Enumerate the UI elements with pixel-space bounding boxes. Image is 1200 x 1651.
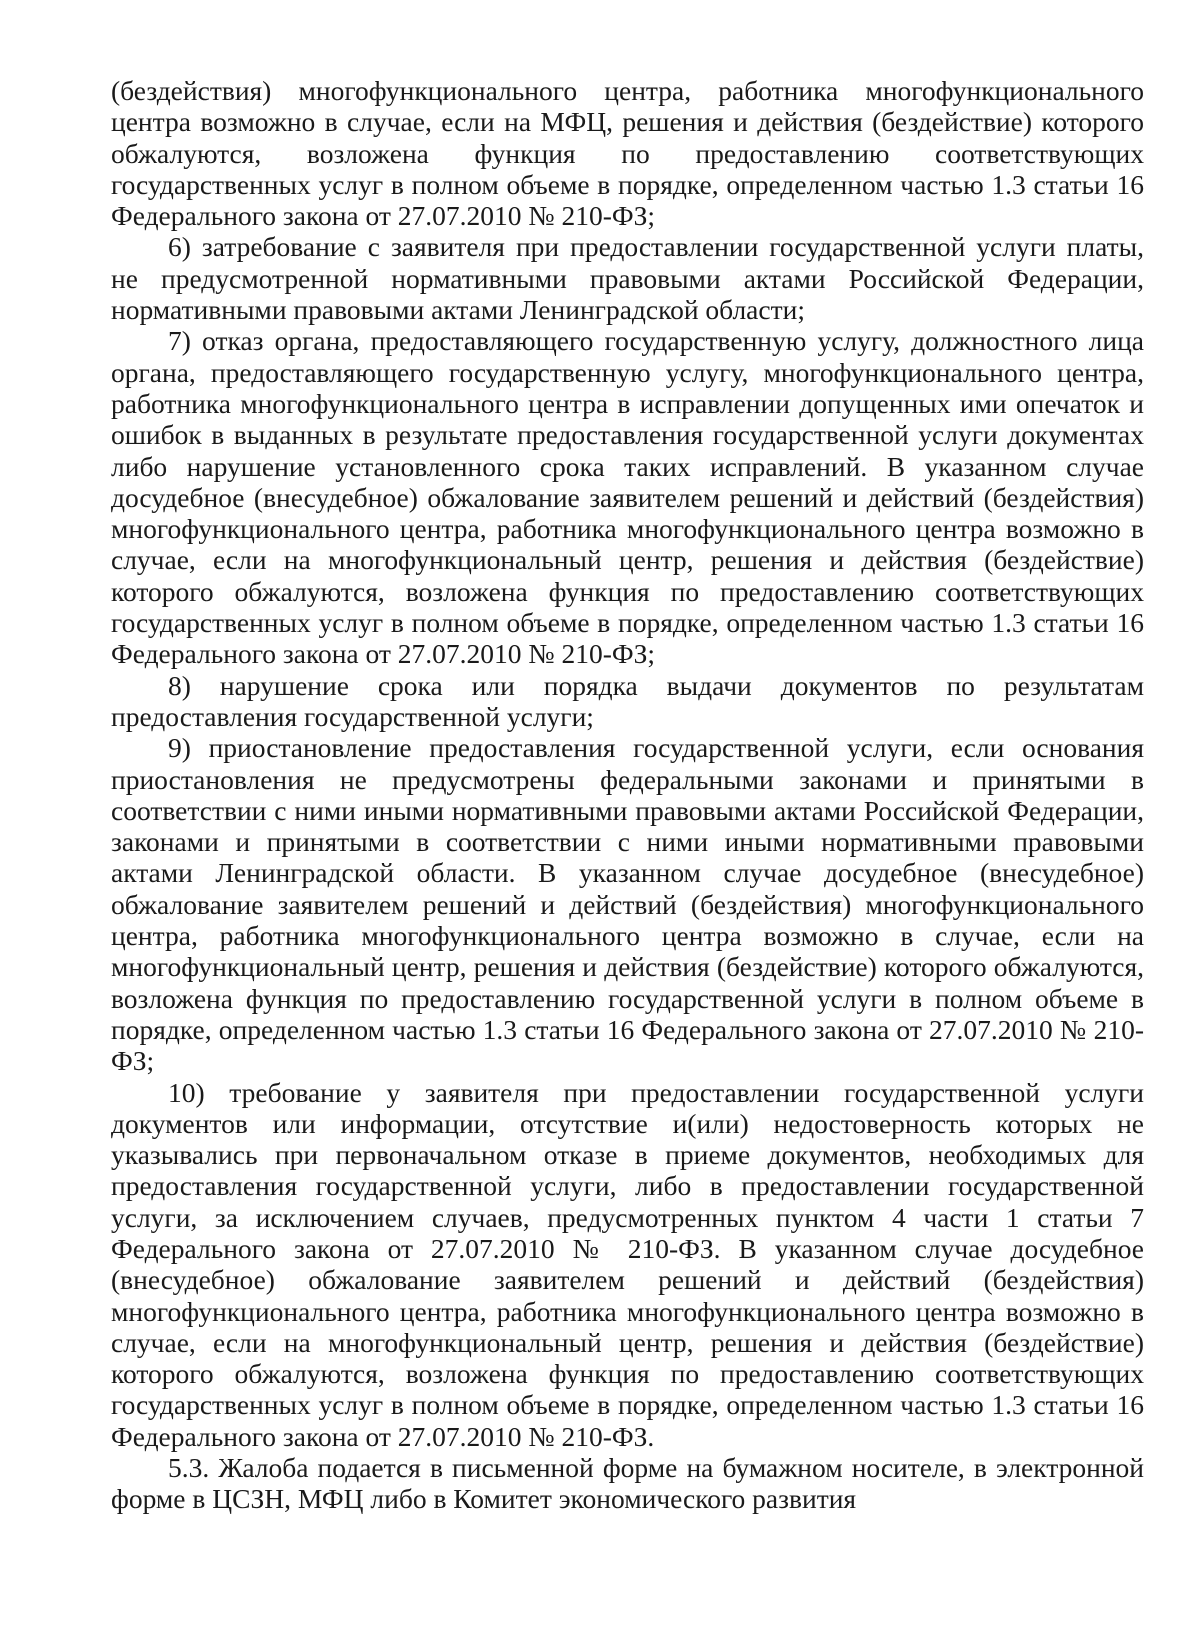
paragraph-item-10: 10) требование у заявителя при предоставлении государственной услуги документов или информации, отсутствие и(или) недостоверность которых не указывались при первоначальном отказе в приеме документов, необходимых для предоставления государственной услуги, либо в предоставлении государственной услуги, за исключением случаев, предусмотренных пунктом 4 части 1 статьи 7 Федерального закона от 27.07.2010 № 210-ФЗ. В указанном случае досудебное (внесудебное) обжалование заявителем решений и действий (бездействия) многофункционального центра, работника многофункционального центра возможно в случае, если на многофункциональный центр, решения и действия (бездействие) которого обжалуются, возложена функция по предоставлению соответствующих государственных услуг в полном объеме в порядке, определенном частью 1.3 статьи 16 Федерального закона от 27.07.2010 № 210-ФЗ. — [111, 1076, 1144, 1452]
paragraph-item-8: 8) нарушение срока или порядка выдачи документов по результатам предоставления государственной услуги; — [111, 669, 1144, 732]
paragraph-item-7: 7) отказ органа, предоставляющего государственную услугу, должностного лица органа, предоставляющего государственную услугу, многофункционального центра, работника многофункционального центра в исправлении допущенных ими опечаток и ошибок в выданных в результате предоставления государственной услуги документах либо нарушение установленного срока таких исправлений. В указанном случае досудебное (внесудебное) обжалование заявителем решений и действий (бездействия) многофункционального центра, работника многофункционального центра возможно в случае, если на многофункциональный центр, решения и действия (бездействие) которого обжалуются, возложена функция по предоставлению соответствующих государственных услуг в полном объеме в порядке, определенном частью 1.3 статьи 16 Федерального закона от 27.07.2010 № 210-ФЗ; — [111, 325, 1144, 670]
paragraph-continuation: (бездействия) многофункционального центра, работника многофункционального центра возможно в случае, если на МФЦ, решения и действия (бездействие) которого обжалуются, возложена функция по предоставлению соответствующих государственных услуг в полном объеме в порядке, определенном частью 1.3 статьи 16 Федерального закона от 27.07.2010 № 210-ФЗ; — [111, 75, 1144, 232]
paragraph-item-6: 6) затребование с заявителя при предоставлении государственной услуги платы, не предусмотренной нормативными правовыми актами Российской Федерации, нормативными правовыми актами Ленинградской области; — [111, 231, 1144, 326]
document-page — [111, 75, 1144, 1515]
paragraph-item-9: 9) приостановление предоставления государственной услуги, если основания приостановления не предусмотрены федеральными законами и принятыми в соответствии с ними иными нормативными правовыми актами Российской Федерации, законами и принятыми в соответствии с ними иными нормативными правовыми актами Ленинградской области. В указанном случае досудебное (внесудебное) обжалование заявителем решений и действий (бездействия) многофункционального центра, работника многофункционального центра возможно в случае, если на многофункциональный центр, решения и действия (бездействие) которого обжалуются, возложена функция по предоставлению государственной услуги в полном объеме в порядке, определенном частью 1.3 статьи 16 Федерального закона от 27.07.2010 № 210-ФЗ; — [111, 732, 1144, 1077]
paragraph-item-5-3: 5.3. Жалоба подается в письменной форме на бумажном носителе, в электронной форме в ЦСЗН, МФЦ либо в Комитет экономического развития — [111, 1452, 1144, 1515]
